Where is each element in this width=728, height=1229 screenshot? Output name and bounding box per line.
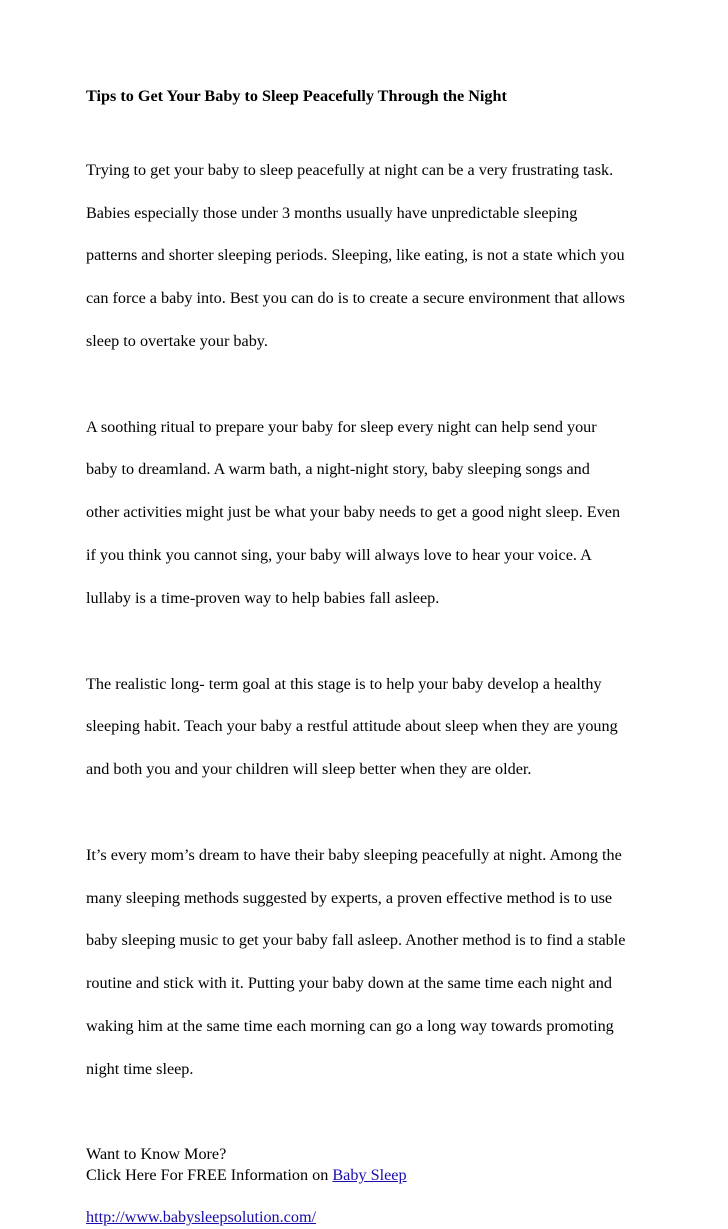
paragraph-line: baby to dreamland. A warm bath, a night-night story, baby sleeping songs and bbox=[86, 460, 590, 479]
paragraph-line: if you think you cannot sing, your baby will always love to hear your voice. A bbox=[86, 546, 592, 565]
paragraph-2 bbox=[86, 395, 646, 630]
paragraph-line: night time sleep. bbox=[86, 1059, 194, 1078]
website-url-link[interactable]: http://www.babysleepsolution.com/ bbox=[86, 1208, 317, 1227]
paragraph-line: routine and stick with it. Putting your baby down at the same time each night and bbox=[86, 974, 612, 993]
paragraph-line: and both you and your children will sleep better when they are older. bbox=[86, 760, 532, 779]
paragraph-3 bbox=[86, 652, 646, 802]
paragraph-line: A soothing ritual to prepare your baby for sleep every night can help send your bbox=[86, 417, 597, 436]
call-to-action bbox=[86, 1144, 646, 1229]
paragraph-line: It’s every mom’s dream to have their baby sleeping peacefully at night. Among the bbox=[86, 845, 622, 864]
cta-line bbox=[86, 1165, 646, 1186]
document-title: Tips to Get Your Baby to Sleep Peacefully Through the Night bbox=[86, 87, 507, 105]
paragraph-line: patterns and shorter sleeping periods. Sleeping, like eating, is not a state which you bbox=[86, 246, 625, 265]
paragraph-line: lullaby is a time-proven way to help babies fall asleep. bbox=[86, 588, 440, 607]
document-body bbox=[86, 86, 646, 1229]
paragraph-line: The realistic long- term goal at this stage is to help your baby develop a healthy bbox=[86, 674, 602, 693]
paragraph-line: many sleeping methods suggested by experts, a proven effective method is to use bbox=[86, 888, 613, 907]
paragraph-line: baby sleeping music to get your baby fall asleep. Another method is to find a stable bbox=[86, 931, 626, 950]
paragraph-line: sleep to overtake your baby. bbox=[86, 332, 268, 351]
paragraph-line: other activities might just be what your baby needs to get a good night sleep. Even bbox=[86, 503, 621, 522]
paragraph-line: waking him at the same time each morning can go a long way towards promoting bbox=[86, 1017, 614, 1036]
paragraph-4 bbox=[86, 823, 646, 1101]
url-line bbox=[86, 1207, 646, 1228]
paragraph-line: Babies especially those under 3 months usually have unpredictable sleeping bbox=[86, 203, 578, 222]
baby-sleep-link[interactable]: Baby Sleep bbox=[332, 1166, 407, 1185]
cta-question: Want to Know More? bbox=[86, 1144, 227, 1163]
paragraph-line: can force a baby into. Best you can do is to create a secure environment that allows bbox=[86, 289, 625, 308]
cta-prefix: Click Here For FREE Information on bbox=[86, 1166, 333, 1185]
paragraph-1 bbox=[86, 138, 646, 373]
paragraph-line: Trying to get your baby to sleep peacefully at night can be a very frustrating task. bbox=[86, 160, 614, 179]
paragraph-line: sleeping habit. Teach your baby a restful attitude about sleep when they are young bbox=[86, 717, 618, 736]
